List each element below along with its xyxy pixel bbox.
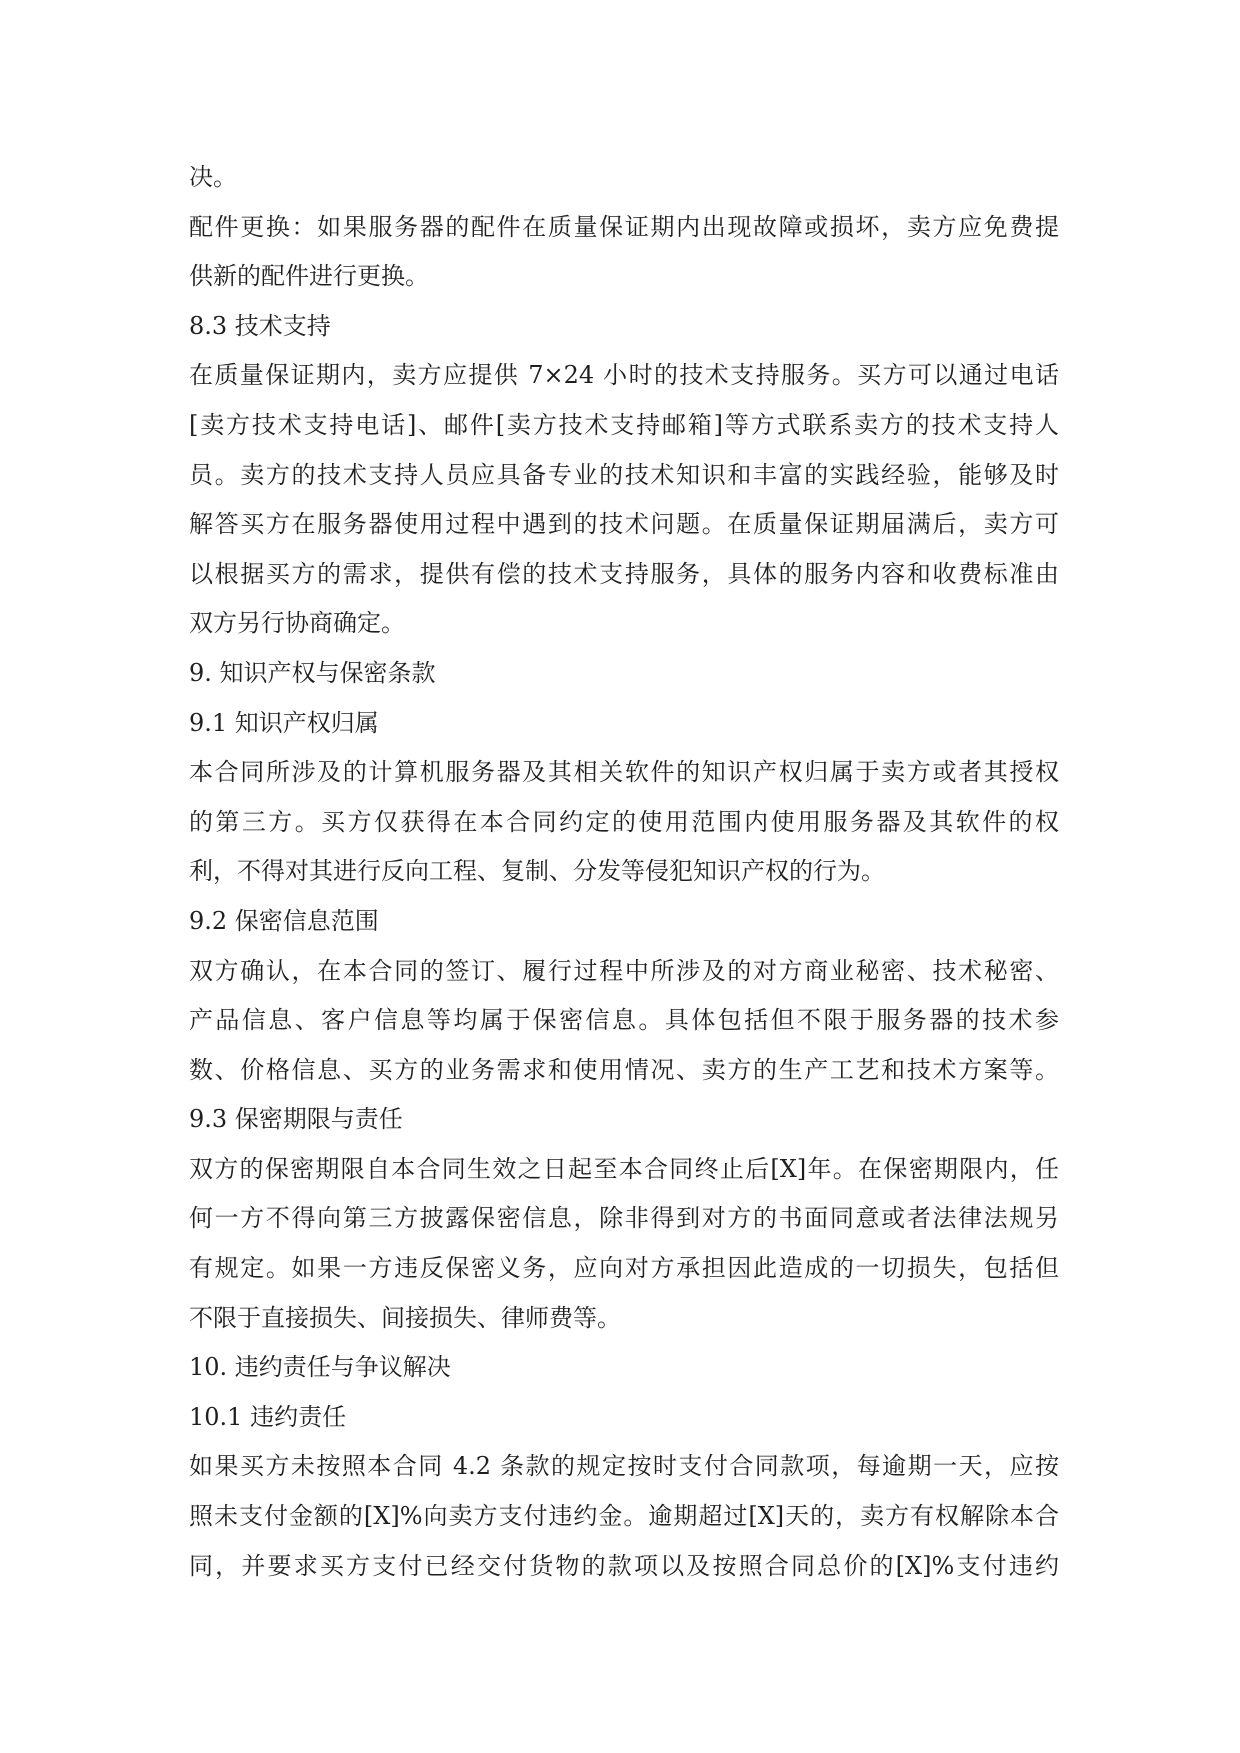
section-heading: 10. 违约责任与争议解决 bbox=[189, 1353, 451, 1382]
text-line: 的第三方。买方仅获得在本合同约定的使用范围内使用服务器及其软件的权 bbox=[189, 807, 1059, 836]
document-body bbox=[189, 153, 1059, 1591]
text-line: [卖方技术支持电话]、邮件[卖方技术支持邮箱]等方式联系卖方的技术支持人 bbox=[189, 410, 1059, 439]
text-line: 供新的配件进行更换。 bbox=[189, 262, 429, 291]
text-line: 数、价格信息、买方的业务需求和使用情况、卖方的生产工艺和技术方案等。 bbox=[189, 1055, 1059, 1084]
text-line: 有规定。如果一方违反保密义务，应向对方承担因此造成的一切损失，包括但 bbox=[189, 1254, 1059, 1283]
text-line: 照未支付金额的[X]%向卖方支付违约金。逾期超过[X]天的，卖方有权解除本合 bbox=[189, 1502, 1059, 1531]
text-line: 如果买方未按照本合同 4.2 条款的规定按时支付合同款项，每逾期一天，应按 bbox=[189, 1452, 1059, 1481]
text-line: 解答买方在服务器使用过程中遇到的技术问题。在质量保证期届满后，卖方可 bbox=[189, 510, 1059, 539]
section-heading: 10.1 违约责任 bbox=[189, 1402, 347, 1431]
section-heading: 8.3 技术支持 bbox=[189, 311, 331, 340]
text-line: 员。卖方的技术支持人员应具备专业的技术知识和丰富的实践经验，能够及时 bbox=[189, 460, 1059, 489]
section-heading: 9.3 保密期限与责任 bbox=[189, 1105, 403, 1134]
text-line: 利，不得对其进行反向工程、复制、分发等侵犯知识产权的行为。 bbox=[189, 857, 885, 886]
section-heading: 9. 知识产权与保密条款 bbox=[189, 658, 436, 687]
text-line: 本合同所涉及的计算机服务器及其相关软件的知识产权归属于卖方或者其授权 bbox=[189, 758, 1059, 787]
text-line: 配件更换：如果服务器的配件在质量保证期内出现故障或损坏，卖方应免费提 bbox=[189, 212, 1059, 241]
text-line: 同，并要求买方支付已经交付货物的款项以及按照合同总价的[X]%支付违约 bbox=[189, 1551, 1059, 1580]
section-heading: 9.1 知识产权归属 bbox=[189, 708, 379, 737]
section-heading: 9.2 保密信息范围 bbox=[189, 906, 379, 935]
text-line: 在质量保证期内，卖方应提供 7×24 小时的技术支持服务。买方可以通过电话 bbox=[189, 361, 1059, 390]
text-line: 双方另行协商确定。 bbox=[189, 609, 405, 638]
text-line: 何一方不得向第三方披露保密信息，除非得到对方的书面同意或者法律法规另 bbox=[189, 1204, 1059, 1233]
text-line: 双方确认，在本合同的签订、履行过程中所涉及的对方商业秘密、技术秘密、 bbox=[189, 956, 1059, 985]
text-line: 不限于直接损失、间接损失、律师费等。 bbox=[189, 1303, 621, 1332]
text-line: 双方的保密期限自本合同生效之日起至本合同终止后[X]年。在保密期限内，任 bbox=[189, 1154, 1059, 1183]
text-line: 以根据买方的需求，提供有偿的技术支持服务，具体的服务内容和收费标准由 bbox=[189, 559, 1059, 588]
text-line: 产品信息、客户信息等均属于保密信息。具体包括但不限于服务器的技术参 bbox=[189, 1006, 1059, 1035]
text-line: 决。 bbox=[189, 163, 237, 191]
